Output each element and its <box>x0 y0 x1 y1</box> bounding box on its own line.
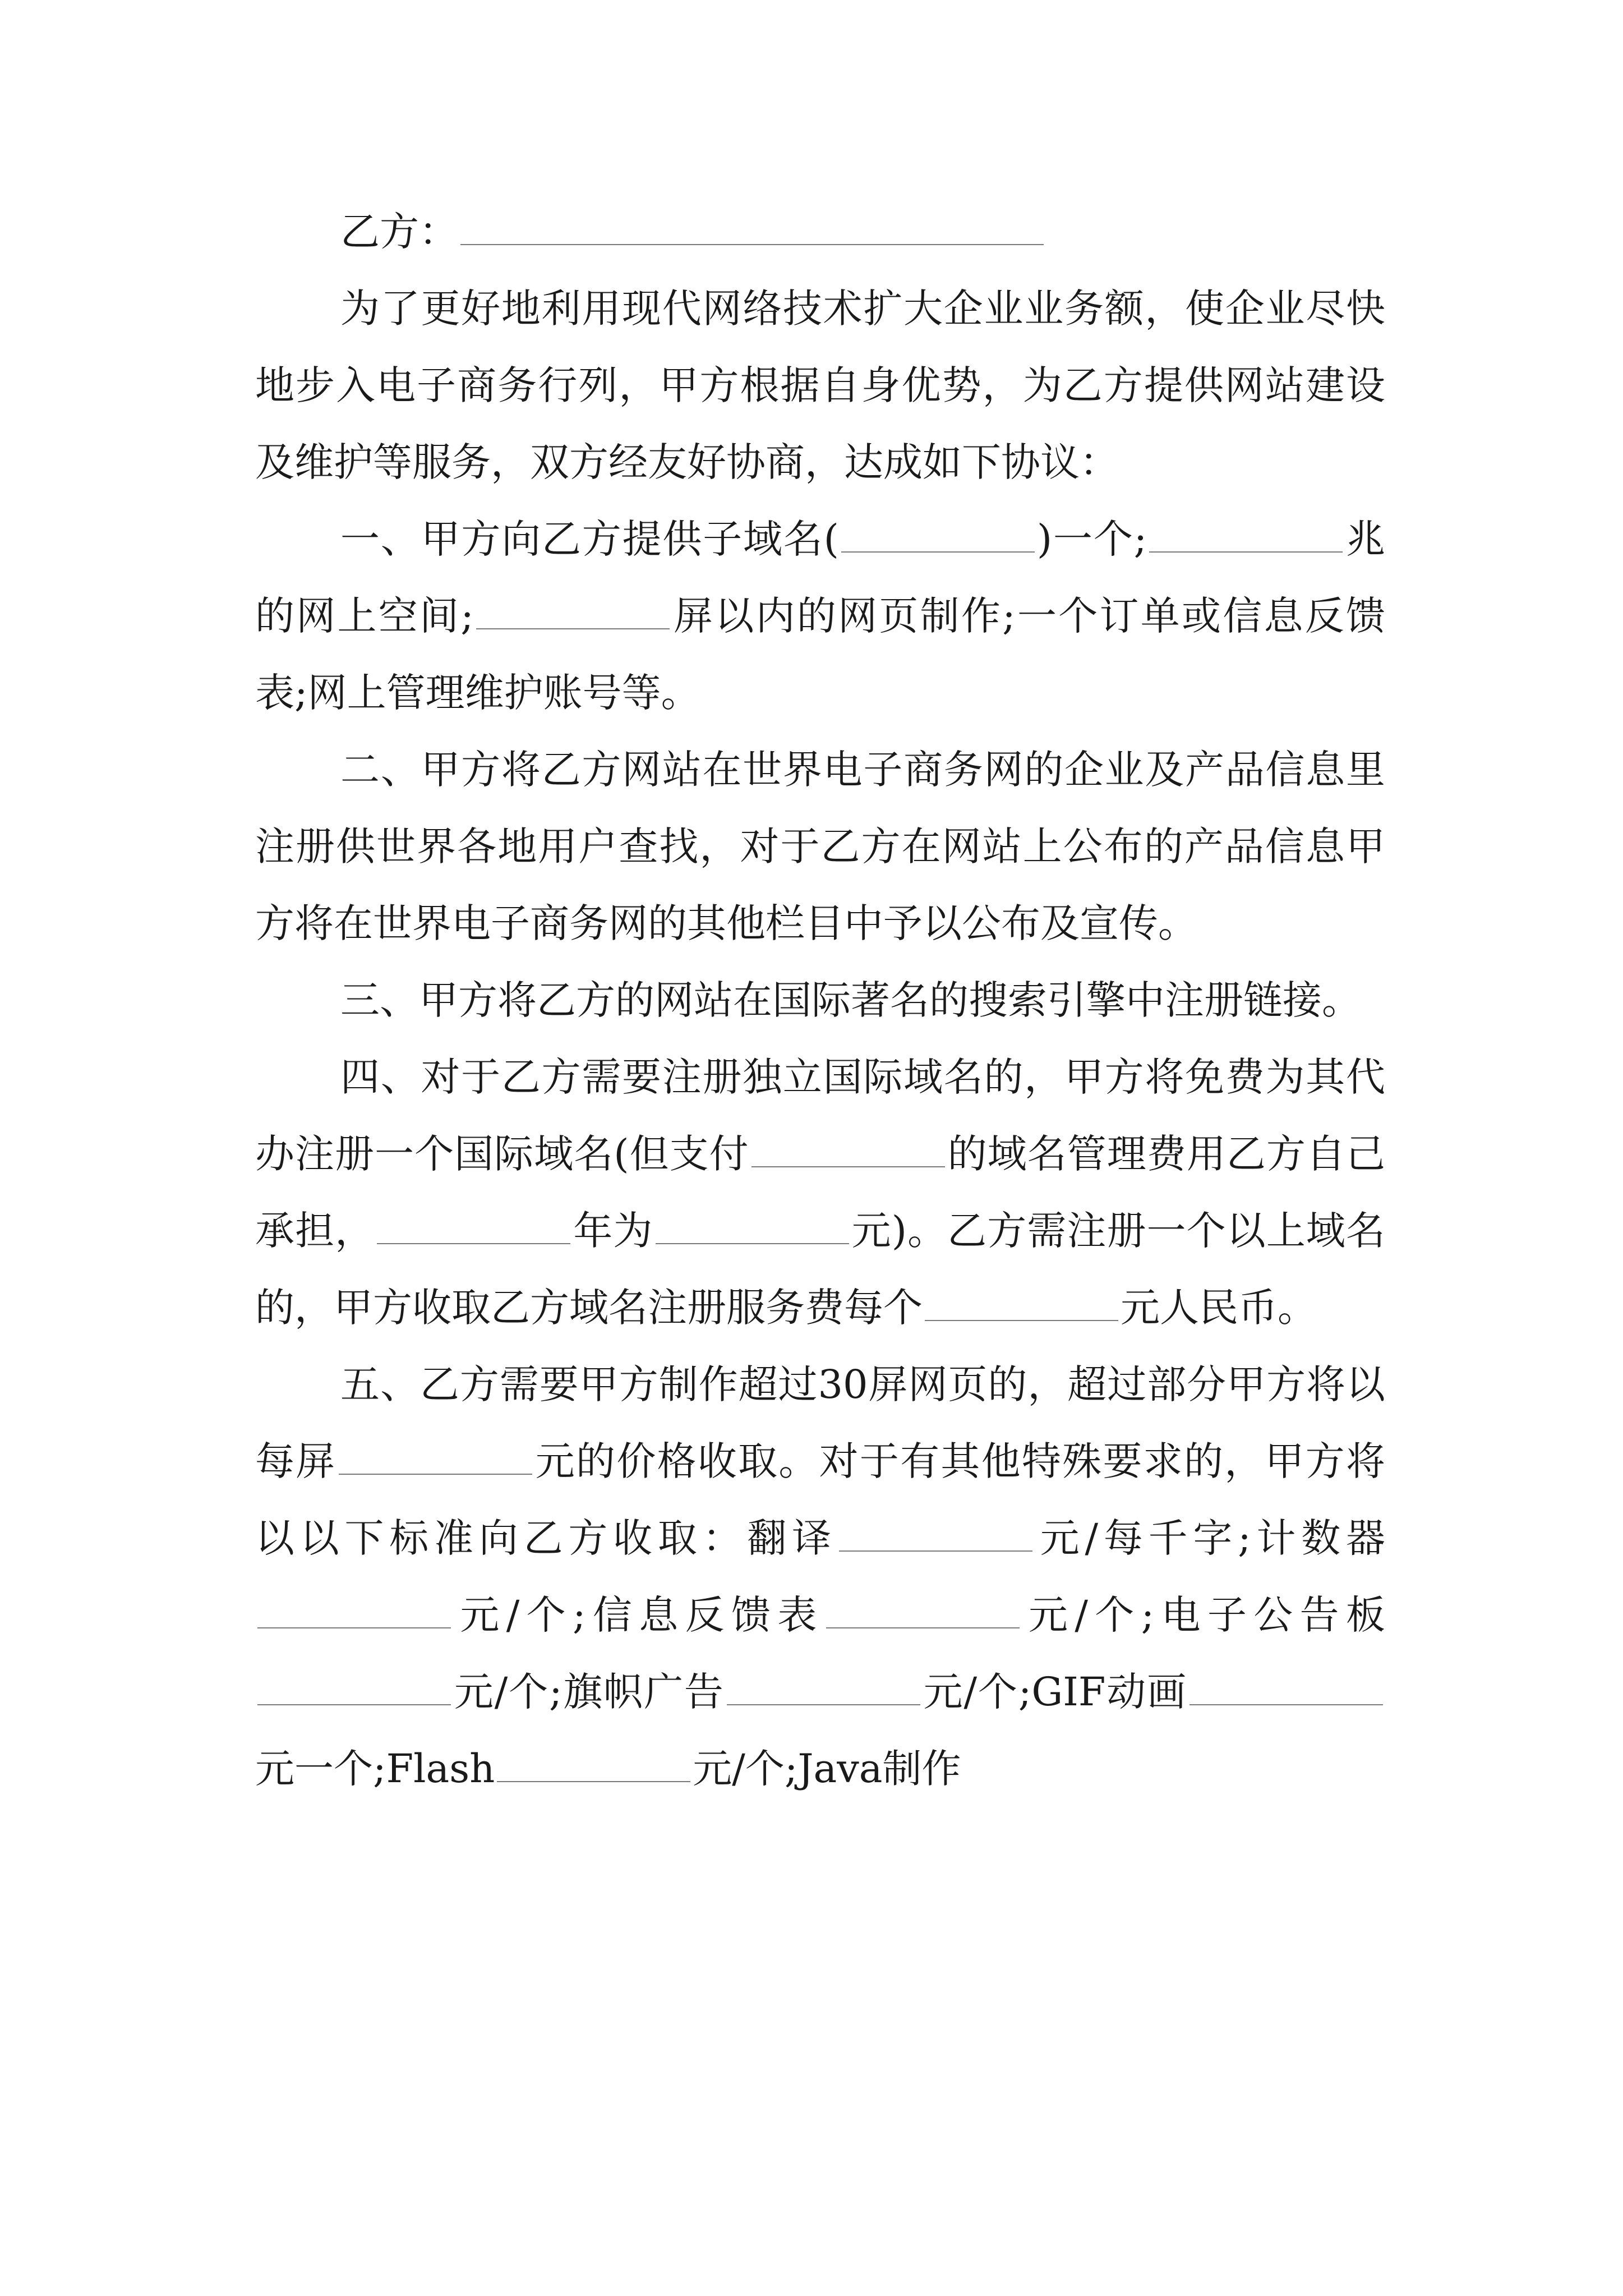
fill-in-blank <box>727 1704 920 1705</box>
clause-text: 的域名管理费用乙方自己承担， <box>255 1131 1386 1254</box>
fill-in-blank <box>826 1627 1020 1628</box>
clause-text: 二、甲方将乙方网站在世界电子商务网的企业及产品信息里注册供世界各地用户查找，对于乙方在网站上公布的产品信息甲方将在世界电子商务网的其他栏目中予以公布及宣传。 <box>255 747 1385 946</box>
clause-text: 元一个;Flash <box>255 1746 495 1792</box>
fill-in-blank <box>377 1243 570 1244</box>
fill-in-blank <box>656 1243 849 1244</box>
clause-text: 一、甲方向乙方提供子域名( <box>340 516 839 562</box>
document-body <box>255 194 1385 1807</box>
fill-in-blank <box>339 1473 532 1475</box>
clause-text: 元的价格收取。对于有其他特殊要求的，甲方将以以下标准向乙方收取：翻译 <box>255 1438 1386 1561</box>
clause-paragraph <box>255 962 1385 1039</box>
party-b-label: 乙方： <box>340 209 458 255</box>
clause-text: 元/个;信息反馈表 <box>453 1592 824 1638</box>
fill-in-blank <box>839 1550 1032 1552</box>
fill-in-blank <box>1149 551 1343 553</box>
party-b-line <box>255 194 1385 270</box>
clause-text: 元)。乙方需注册一个以上域名的，甲方收取乙方域名注册服务费每个 <box>255 1208 1386 1331</box>
fill-in-blank <box>497 1780 690 1782</box>
clause-paragraph <box>255 270 1385 501</box>
fill-in-blank <box>925 1319 1118 1321</box>
clause-text: 四、对于乙方需要注册独立国际域名的，甲方将免费为其代办注册一个国际域名(但支付 <box>255 1054 1385 1177</box>
fill-in-blank <box>476 628 670 629</box>
fill-in-blank <box>1189 1704 1383 1705</box>
clause-paragraph <box>255 501 1385 731</box>
clause-text: 元/个;旗帜广告 <box>453 1669 725 1715</box>
clause-text: 元/个;Java制作 <box>693 1746 961 1792</box>
clause-text: 三、甲方将乙方的网站在国际著名的搜索引擎中注册链接。 <box>340 977 1361 1023</box>
clause-text: 元/个;GIF动画 <box>922 1669 1188 1715</box>
fill-in-blank <box>257 1627 451 1628</box>
clause-text: 屏以内的网页制作;一个订单或信息反馈表;网上管理维护账号等。 <box>255 593 1385 716</box>
fill-in-blank <box>257 1704 451 1705</box>
clause-paragraph <box>255 731 1385 962</box>
clause-paragraph <box>255 1039 1385 1346</box>
fill-in-blank <box>751 1166 945 1167</box>
clause-text: 元/每千字;计数器 <box>1034 1515 1386 1561</box>
clause-paragraph <box>255 1346 1385 1807</box>
party-b-blank <box>460 243 1044 245</box>
clause-text: 年为 <box>573 1208 653 1254</box>
clause-text: )一个; <box>1036 516 1147 562</box>
clause-text: 元人民币。 <box>1121 1285 1317 1331</box>
paragraph-list <box>255 270 1385 1807</box>
clause-text: 元/个;电子公告板 <box>1021 1592 1385 1638</box>
fill-in-blank <box>841 551 1035 553</box>
clause-text: 为了更好地利用现代网络技术扩大企业业务额，使企业尽快地步入电子商务行列，甲方根据自身优势，为乙方提供网站建设及维护等服务，双方经友好协商，达成如下协议： <box>255 286 1385 485</box>
clause-text: 五、乙方需要甲方制作超过30屏网页的，超过部分甲方将以每屏 <box>255 1361 1385 1484</box>
clause-text: 兆的网上空间; <box>255 516 1386 639</box>
